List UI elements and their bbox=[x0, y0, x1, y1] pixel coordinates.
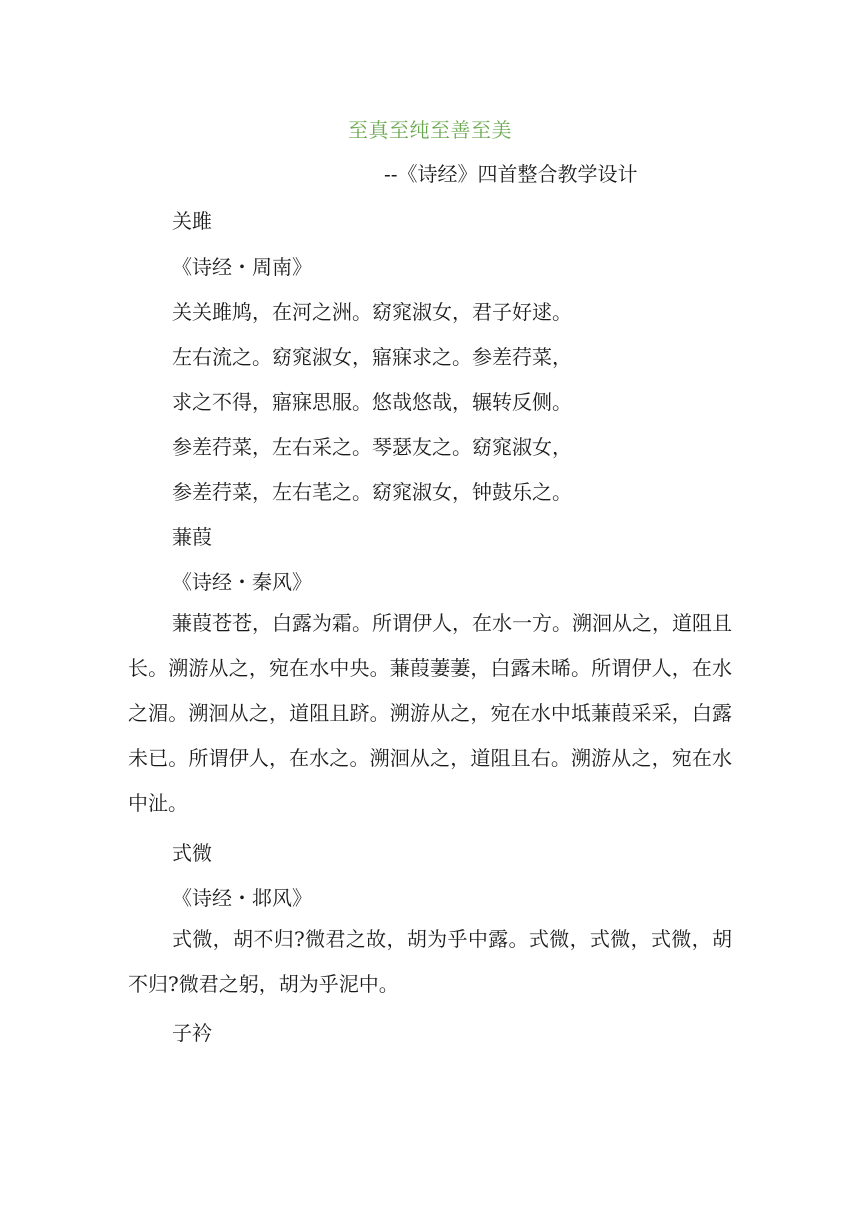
poem-source-jianjia: 《诗经・秦风》 bbox=[172, 570, 312, 594]
poem-source-shiwei: 《诗经・邶风》 bbox=[172, 886, 312, 910]
poem-line: 参差荇菜，左右芼之。窈窕淑女，钟鼓乐之。 bbox=[172, 480, 572, 504]
poem-title-zijin: 子衿 bbox=[172, 1021, 212, 1045]
poem-title-guanju: 关雎 bbox=[172, 209, 212, 233]
poem-text-shiwei: 式微，胡不归?微君之故，胡为乎中露。式微，式微，式微，胡不归?微君之躬，胡为乎泥中。 bbox=[128, 927, 732, 996]
poem-line: 关关雎鸠，在河之洲。窈窕淑女，君子好逑。 bbox=[172, 300, 572, 324]
poem-line: 参差荇菜，左右采之。琴瑟友之。窈窕淑女， bbox=[172, 435, 572, 459]
document-title: 至真至纯至善至美 bbox=[348, 118, 512, 142]
poem-source-guanju: 《诗经・周南》 bbox=[172, 255, 312, 279]
poem-line: 求之不得，寤寐思服。悠哉悠哉，辗转反侧。 bbox=[172, 390, 572, 414]
poem-title-jianjia: 蒹葭 bbox=[172, 525, 212, 549]
poem-title-shiwei: 式微 bbox=[172, 841, 212, 865]
poem-text-jianjia: 蒹葭苍苍，白露为霜。所谓伊人，在水一方。溯洄从之，道阻且长。溯游从之，宛在水中央。蒹葭萋萋，白露未晞。所谓伊人，在水之湄。溯洄从之，道阻且跻。溯游从之，宛在水中坻蒹葭采采，白露未已。所谓伊人，在水之。溯洄从之，道阻且右。溯游从之，宛在水中沚。 bbox=[128, 611, 732, 815]
poem-line: 左右流之。窈窕淑女，寤寐求之。参差荇菜， bbox=[172, 345, 572, 369]
document-subtitle: --《诗经》四首整合教学设计 bbox=[384, 162, 638, 186]
